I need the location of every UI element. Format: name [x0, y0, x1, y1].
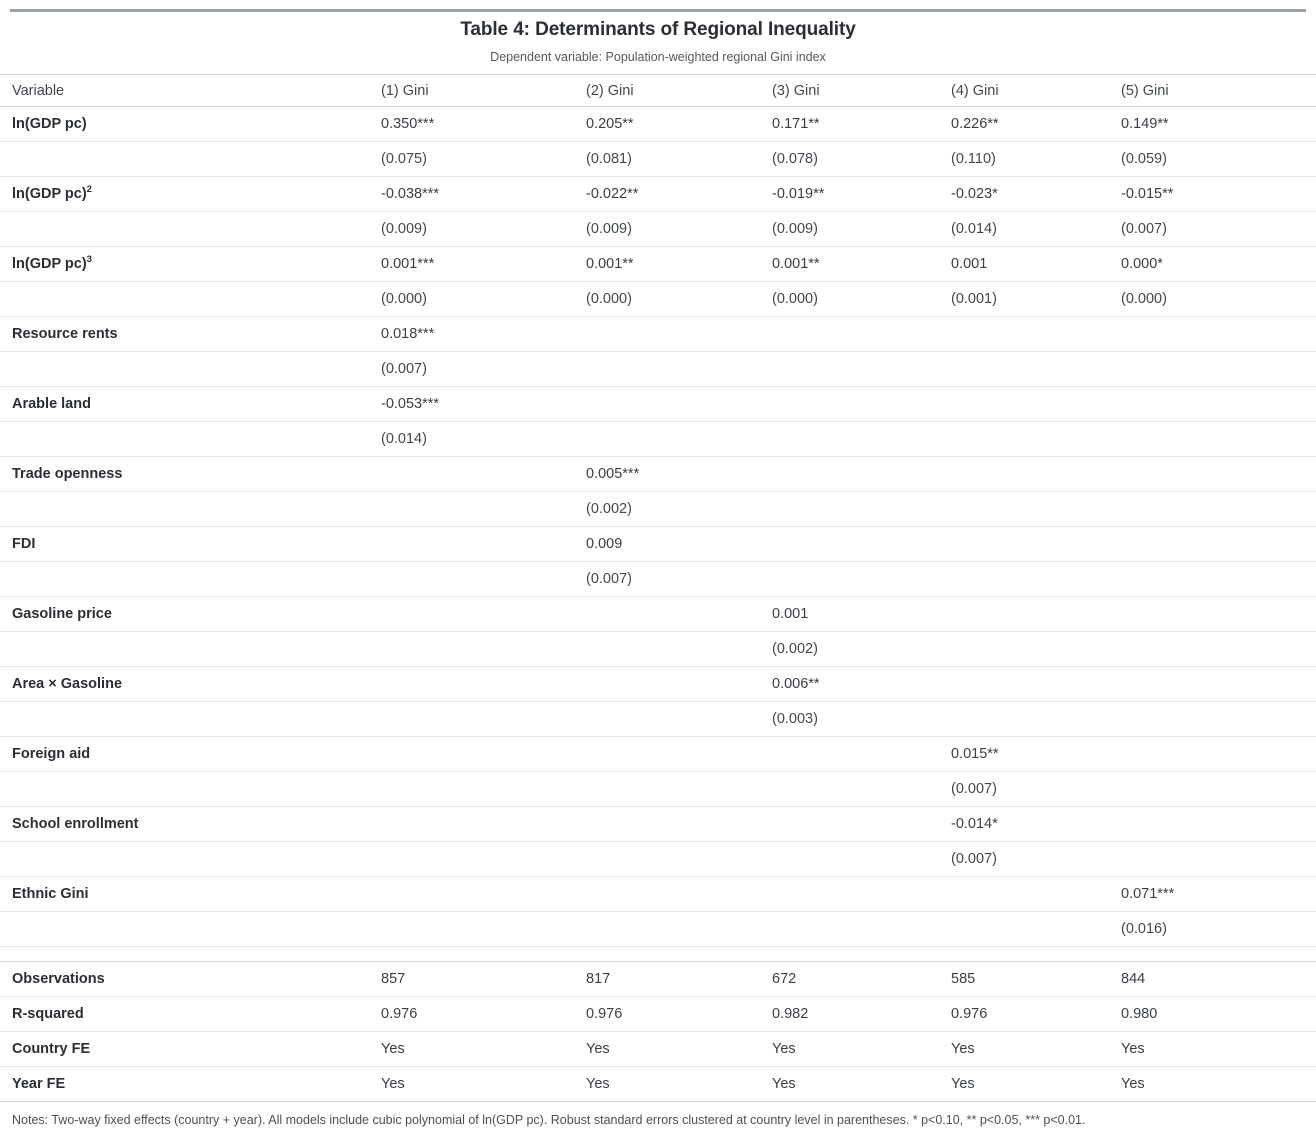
standard-error-cell: [772, 842, 951, 877]
table-row: [0, 387, 1316, 422]
standard-error-cell: [381, 492, 586, 527]
coefficient-cell: -0.022**: [586, 177, 772, 212]
coefficient-cell: 0.205**: [586, 107, 772, 142]
coefficient-cell: [772, 737, 951, 772]
stats-value-cell: 0.976: [381, 997, 586, 1032]
coefficient-cell: [951, 457, 1121, 492]
standard-error-cell: [381, 772, 586, 807]
coefficient-cell: 0.018***: [381, 317, 586, 352]
table-row: [0, 597, 1316, 632]
coefficient-cell: [1121, 737, 1316, 772]
standard-error-cell: [586, 842, 772, 877]
standard-error-cell: [1121, 702, 1316, 737]
variable-label-spacer: [0, 422, 381, 457]
standard-error-cell: (0.007): [381, 352, 586, 387]
standard-error-cell: (0.009): [381, 212, 586, 247]
coefficient-cell: -0.015**: [1121, 177, 1316, 212]
coefficient-cell: [772, 807, 951, 842]
coefficient-cell: -0.053***: [381, 387, 586, 422]
coefficient-cell: [381, 597, 586, 632]
standard-error-cell: [586, 352, 772, 387]
table-row: [0, 107, 1316, 142]
stats-label: Observations: [0, 962, 381, 997]
coefficient-cell: [381, 737, 586, 772]
standard-error-cell: (0.007): [951, 772, 1121, 807]
stats-value-cell: Yes: [1121, 1067, 1316, 1102]
coefficient-cell: [772, 457, 951, 492]
standard-error-cell: (0.014): [951, 212, 1121, 247]
table-header: [0, 75, 1316, 107]
column-header-m1: (1) Gini: [381, 75, 586, 107]
standard-error-cell: [381, 632, 586, 667]
coefficient-cell: 0.001**: [772, 247, 951, 282]
column-header-m3: (3) Gini: [772, 75, 951, 107]
standard-error-cell: (0.059): [1121, 142, 1316, 177]
coefficient-cell: [586, 807, 772, 842]
variable-label-spacer: [0, 282, 381, 317]
table-title-block: [0, 12, 1316, 74]
coefficient-cell: [1121, 597, 1316, 632]
stats-label: Year FE: [0, 1067, 381, 1102]
table-row: [0, 352, 1316, 387]
column-header-m5: (5) Gini: [1121, 75, 1316, 107]
table-row: [0, 527, 1316, 562]
coefficient-cell: 0.350***: [381, 107, 586, 142]
coefficient-cell: 0.006**: [772, 667, 951, 702]
variable-label: School enrollment: [0, 807, 381, 842]
coefficient-cell: [951, 877, 1121, 912]
table-header-row: [0, 75, 1316, 107]
coefficient-cell: 0.000*: [1121, 247, 1316, 282]
coefficient-cell: -0.019**: [772, 177, 951, 212]
standard-error-cell: [951, 492, 1121, 527]
standard-error-cell: [1121, 422, 1316, 457]
stats-label: Country FE: [0, 1032, 381, 1067]
coefficient-cell: -0.014*: [951, 807, 1121, 842]
standard-error-cell: (0.002): [586, 492, 772, 527]
standard-error-cell: [586, 702, 772, 737]
standard-error-cell: (0.016): [1121, 912, 1316, 947]
standard-error-cell: (0.075): [381, 142, 586, 177]
coefficient-cell: [586, 667, 772, 702]
standard-error-cell: [1121, 352, 1316, 387]
standard-error-cell: [1121, 562, 1316, 597]
table-row: [0, 632, 1316, 667]
table-row: [0, 807, 1316, 842]
variable-label-spacer: [0, 912, 381, 947]
standard-error-cell: [1121, 772, 1316, 807]
stats-row: [0, 1067, 1316, 1102]
stats-value-cell: 0.976: [586, 997, 772, 1032]
standard-error-cell: [951, 422, 1121, 457]
regression-table: [0, 74, 1316, 1102]
coefficient-cell: 0.001***: [381, 247, 586, 282]
column-header-variable: Variable: [0, 75, 381, 107]
coefficient-cell: 0.001: [772, 597, 951, 632]
variable-label-spacer: [0, 772, 381, 807]
stats-value-cell: Yes: [381, 1032, 586, 1067]
table-row: [0, 142, 1316, 177]
stats-value-cell: 844: [1121, 962, 1316, 997]
coefficient-cell: [1121, 667, 1316, 702]
coefficient-cell: [1121, 317, 1316, 352]
variable-label: [0, 177, 381, 212]
standard-error-cell: (0.009): [586, 212, 772, 247]
coefficient-cell: [586, 597, 772, 632]
standard-error-cell: (0.002): [772, 632, 951, 667]
standard-error-cell: [772, 772, 951, 807]
standard-error-cell: [586, 422, 772, 457]
coefficient-cell: [772, 527, 951, 562]
variable-label-spacer: [0, 492, 381, 527]
coefficient-cell: [951, 317, 1121, 352]
standard-error-cell: [951, 352, 1121, 387]
coefficient-cell: [1121, 807, 1316, 842]
coefficient-cell: [381, 877, 586, 912]
stats-value-cell: 0.980: [1121, 997, 1316, 1032]
coefficient-cell: [381, 807, 586, 842]
table-row: [0, 667, 1316, 702]
standard-error-cell: [772, 562, 951, 597]
stats-row: [0, 997, 1316, 1032]
coefficient-cell: [381, 457, 586, 492]
table-row: [0, 772, 1316, 807]
standard-error-cell: [951, 562, 1121, 597]
coefficient-cell: [381, 527, 586, 562]
table-row: [0, 457, 1316, 492]
standard-error-cell: (0.081): [586, 142, 772, 177]
standard-error-cell: [772, 352, 951, 387]
coefficient-cell: [586, 877, 772, 912]
table-row: [0, 842, 1316, 877]
variable-label-spacer: [0, 842, 381, 877]
variable-label: Gasoline price: [0, 597, 381, 632]
variable-label: FDI: [0, 527, 381, 562]
coefficient-cell: [951, 387, 1121, 422]
coefficient-cell: 0.001: [951, 247, 1121, 282]
coefficient-cell: 0.071***: [1121, 877, 1316, 912]
stats-row: [0, 962, 1316, 997]
standard-error-cell: [1121, 492, 1316, 527]
stats-value-cell: Yes: [772, 1067, 951, 1102]
variable-label-base: ln(GDP pc): [12, 186, 87, 202]
standard-error-cell: [1121, 632, 1316, 667]
stats-value-cell: 0.976: [951, 997, 1121, 1032]
table-body: [0, 107, 1316, 1102]
standard-error-cell: [586, 772, 772, 807]
stats-value-cell: 672: [772, 962, 951, 997]
coefficient-cell: [951, 597, 1121, 632]
standard-error-cell: (0.007): [951, 842, 1121, 877]
variable-label: [0, 247, 381, 282]
table-row: [0, 212, 1316, 247]
variable-label: Resource rents: [0, 317, 381, 352]
stats-value-cell: Yes: [951, 1067, 1121, 1102]
standard-error-cell: (0.007): [1121, 212, 1316, 247]
coefficient-cell: [1121, 457, 1316, 492]
standard-error-cell: (0.009): [772, 212, 951, 247]
coefficient-cell: [772, 387, 951, 422]
variable-label-spacer: [0, 562, 381, 597]
table-row: [0, 422, 1316, 457]
stats-value-cell: Yes: [1121, 1032, 1316, 1067]
variable-label-spacer: [0, 632, 381, 667]
coefficient-cell: [586, 387, 772, 422]
column-header-m2: (2) Gini: [586, 75, 772, 107]
standard-error-cell: (0.078): [772, 142, 951, 177]
coefficient-cell: [951, 667, 1121, 702]
standard-error-cell: [1121, 842, 1316, 877]
coefficient-cell: [772, 317, 951, 352]
coefficient-cell: 0.149**: [1121, 107, 1316, 142]
standard-error-cell: (0.000): [772, 282, 951, 317]
variable-label: Trade openness: [0, 457, 381, 492]
stats-value-cell: Yes: [772, 1032, 951, 1067]
coefficient-cell: [772, 877, 951, 912]
stats-separator: [0, 947, 1316, 962]
variable-label-spacer: [0, 142, 381, 177]
standard-error-cell: [951, 912, 1121, 947]
variable-label-spacer: [0, 702, 381, 737]
table-row: [0, 912, 1316, 947]
coefficient-cell: 0.226**: [951, 107, 1121, 142]
variable-label-exponent: 2: [86, 184, 92, 196]
coefficient-cell: [1121, 527, 1316, 562]
variable-label-base: ln(GDP pc): [12, 256, 87, 272]
standard-error-cell: (0.110): [951, 142, 1121, 177]
coefficient-cell: 0.001**: [586, 247, 772, 282]
column-header-m4: (4) Gini: [951, 75, 1121, 107]
variable-label-exponent: 3: [86, 254, 92, 266]
stats-value-cell: 857: [381, 962, 586, 997]
table-title: Table 4: Determinants of Regional Inequality: [460, 19, 856, 40]
variable-label-spacer: [0, 352, 381, 387]
stats-value-cell: 817: [586, 962, 772, 997]
variable-label: Ethnic Gini: [0, 877, 381, 912]
standard-error-cell: [381, 842, 586, 877]
stats-value-cell: Yes: [586, 1032, 772, 1067]
coefficient-cell: [586, 317, 772, 352]
table-row: [0, 737, 1316, 772]
coefficient-cell: -0.023*: [951, 177, 1121, 212]
stats-value-cell: 0.982: [772, 997, 951, 1032]
stats-value-cell: Yes: [951, 1032, 1121, 1067]
coefficient-cell: 0.009: [586, 527, 772, 562]
coefficient-cell: [586, 737, 772, 772]
stats-value-cell: Yes: [586, 1067, 772, 1102]
coefficient-cell: [951, 527, 1121, 562]
standard-error-cell: [381, 562, 586, 597]
variable-label: Arable land: [0, 387, 381, 422]
standard-error-cell: (0.000): [381, 282, 586, 317]
standard-error-cell: [586, 632, 772, 667]
coefficient-cell: [1121, 387, 1316, 422]
coefficient-cell: 0.005***: [586, 457, 772, 492]
table-row: [0, 702, 1316, 737]
table-row: [0, 492, 1316, 527]
standard-error-cell: [381, 912, 586, 947]
standard-error-cell: (0.000): [1121, 282, 1316, 317]
standard-error-cell: [951, 632, 1121, 667]
standard-error-cell: [772, 912, 951, 947]
stats-label: R-squared: [0, 997, 381, 1032]
variable-label: Foreign aid: [0, 737, 381, 772]
coefficient-cell: 0.171**: [772, 107, 951, 142]
standard-error-cell: [381, 702, 586, 737]
coefficient-cell: -0.038***: [381, 177, 586, 212]
table-row: [0, 282, 1316, 317]
regression-table-container: [0, 9, 1316, 1129]
table-row: [0, 177, 1316, 212]
standard-error-cell: (0.007): [586, 562, 772, 597]
standard-error-cell: [772, 492, 951, 527]
table-notes: Notes: Two-way fixed effects (country + year). All models include cubic polynomial of ln(GDP pc). Robust standard errors clustered at country level in parentheses. * p<0.10, ** p<0.05, *** p<0.01.: [12, 1113, 1086, 1127]
table-row: [0, 562, 1316, 597]
stats-value-cell: 585: [951, 962, 1121, 997]
standard-error-cell: (0.014): [381, 422, 586, 457]
variable-label-spacer: [0, 212, 381, 247]
standard-error-cell: (0.000): [586, 282, 772, 317]
coefficient-cell: 0.015**: [951, 737, 1121, 772]
variable-label: Area × Gasoline: [0, 667, 381, 702]
standard-error-cell: (0.001): [951, 282, 1121, 317]
standard-error-cell: [772, 422, 951, 457]
table-row: [0, 247, 1316, 282]
standard-error-cell: (0.003): [772, 702, 951, 737]
coefficient-cell: [381, 667, 586, 702]
standard-error-cell: [951, 702, 1121, 737]
table-row: [0, 317, 1316, 352]
table-subtitle: Dependent variable: Population-weighted regional Gini index: [490, 50, 826, 64]
standard-error-cell: [586, 912, 772, 947]
stats-row: [0, 1032, 1316, 1067]
variable-label: ln(GDP pc): [0, 107, 381, 142]
stats-value-cell: Yes: [381, 1067, 586, 1102]
table-row: [0, 877, 1316, 912]
